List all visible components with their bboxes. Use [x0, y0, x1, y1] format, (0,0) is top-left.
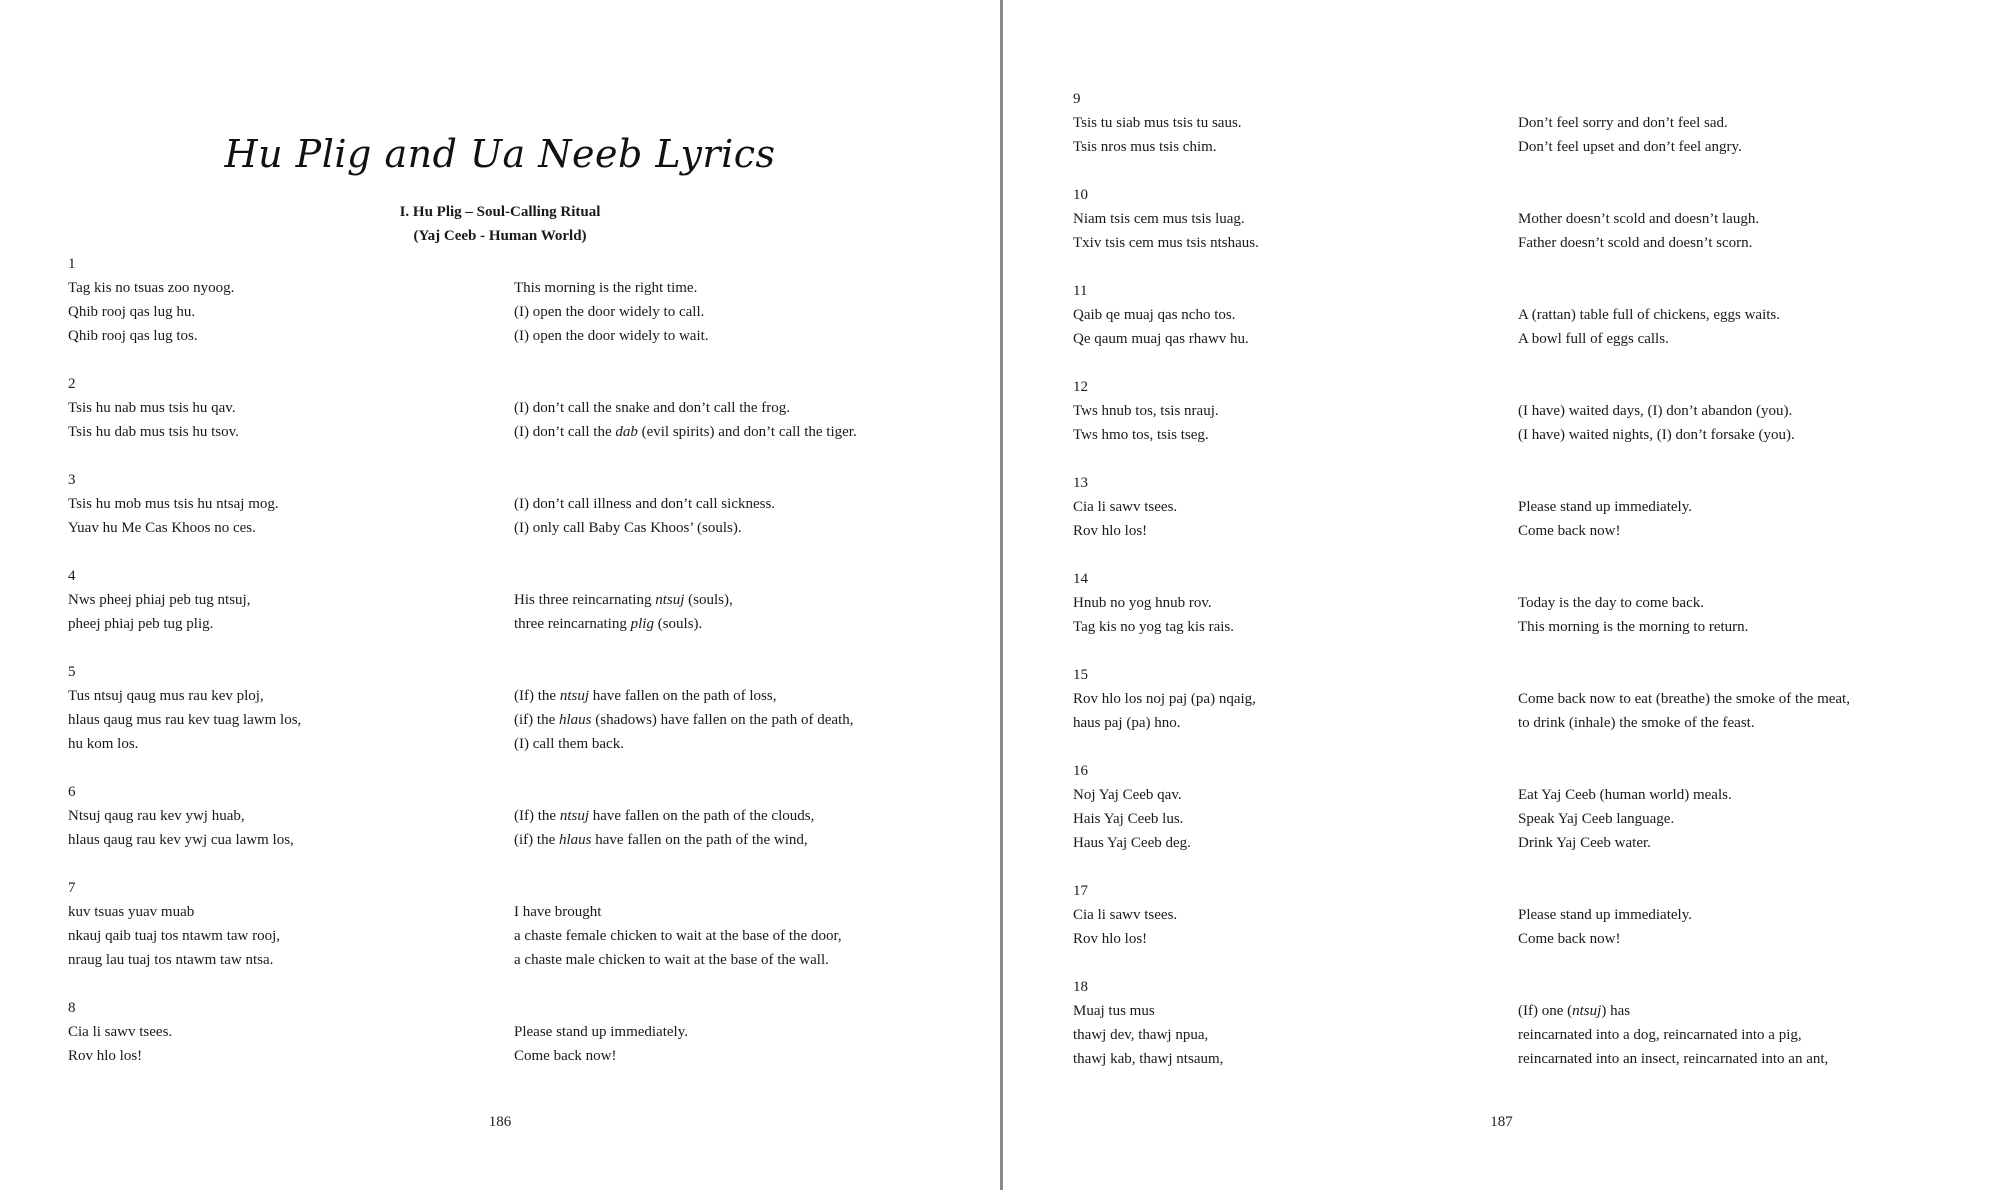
english-line: Come back now! [514, 1048, 617, 1064]
hmong-line: Tsis hu nab mus tsis hu qav. [68, 400, 236, 416]
verse [1073, 567, 1973, 639]
english-translation [514, 396, 968, 444]
verse [1073, 279, 1973, 351]
hmong-lyrics [1073, 399, 1518, 447]
english-line: reincarnated into an insect, reincarnated into an ant, [1518, 1051, 1829, 1067]
verse-number: 7 [68, 880, 76, 896]
hmong-line: Txiv tsis cem mus tsis ntshaus. [1073, 235, 1259, 251]
hmong-line: Cia li sawv tsees. [68, 1024, 173, 1040]
page-title: Hu Plig and Ua Neeb Lyrics [224, 132, 776, 176]
english-translation [514, 684, 968, 756]
right-page [1003, 0, 2000, 1190]
verse [68, 876, 968, 972]
verse-number: 10 [1073, 187, 1088, 203]
hmong-lyrics [68, 804, 514, 852]
hmong-lyrics [1073, 591, 1518, 639]
verse-number: 4 [68, 568, 76, 584]
verse [1073, 879, 1973, 951]
verse [1073, 471, 1973, 543]
verse [1073, 87, 1973, 159]
hmong-lyrics [1073, 783, 1518, 855]
hmong-line: Hnub no yog hnub rov. [1073, 595, 1212, 611]
english-line: to drink (inhale) the smoke of the feast. [1518, 715, 1755, 731]
verse-number: 2 [68, 376, 76, 392]
verse-number: 14 [1073, 571, 1088, 587]
verse [1073, 759, 1973, 855]
verse-number: 1 [68, 256, 76, 272]
english-translation [1518, 111, 1973, 159]
english-line: This morning is the right time. [514, 280, 698, 296]
hmong-line: Hais Yaj Ceeb lus. [1073, 811, 1184, 827]
english-line: (I) don’t call the dab (evil spirits) and don’t call the tiger. [514, 424, 857, 440]
verse-number: 5 [68, 664, 76, 680]
hmong-line: pheej phiaj peb tug plig. [68, 616, 214, 632]
hmong-lyrics [1073, 207, 1518, 255]
hmong-line: hlaus qaug mus rau kev tuag lawm los, [68, 712, 302, 728]
english-translation [1518, 687, 1973, 735]
hmong-line: Rov hlo los noj paj (pa) nqaig, [1073, 691, 1256, 707]
hmong-line: hu kom los. [68, 736, 139, 752]
verse [68, 780, 968, 852]
english-line: (I have) waited nights, (I) don’t forsake (you). [1518, 427, 1795, 443]
verse [68, 252, 968, 348]
english-line: a chaste female chicken to wait at the base of the door, [514, 928, 842, 944]
hmong-line: Muaj tus mus [1073, 1003, 1155, 1019]
english-line: Father doesn’t scold and doesn’t scorn. [1518, 235, 1753, 251]
english-translation [1518, 783, 1973, 855]
english-line: reincarnated into a dog, reincarnated into a pig, [1518, 1027, 1802, 1043]
verse [68, 372, 968, 444]
english-line: (I) open the door widely to call. [514, 304, 705, 320]
hmong-line: Noj Yaj Ceeb qav. [1073, 787, 1182, 803]
hmong-line: Tus ntsuj qaug mus rau kev ploj, [68, 688, 264, 704]
english-line: (if) the hlaus (shadows) have fallen on the path of death, [514, 712, 854, 728]
english-translation [514, 900, 968, 972]
english-line: I have brought [514, 904, 602, 920]
hmong-lyrics [1073, 903, 1518, 951]
english-line: His three reincarnating ntsuj (souls), [514, 592, 733, 608]
english-translation [514, 804, 968, 852]
hmong-line: thawj dev, thawj npua, [1073, 1027, 1209, 1043]
english-line: Come back now! [1518, 523, 1621, 539]
hmong-line: Rov hlo los! [1073, 931, 1148, 947]
hmong-line: Tag kis no tsuas zoo nyoog. [68, 280, 235, 296]
english-line: Come back now to eat (breathe) the smoke of the meat, [1518, 691, 1850, 707]
hmong-line: thawj kab, thawj ntsaum, [1073, 1051, 1224, 1067]
hmong-lyrics [68, 276, 514, 348]
verse-number: 13 [1073, 475, 1088, 491]
verse [1073, 183, 1973, 255]
hmong-line: nkauj qaib tuaj tos ntawm taw rooj, [68, 928, 281, 944]
english-line: (If) the ntsuj have fallen on the path of the clouds, [514, 808, 815, 824]
english-line: Eat Yaj Ceeb (human world) meals. [1518, 787, 1732, 803]
english-line: (I) don’t call the snake and don’t call the frog. [514, 400, 791, 416]
section-subheading: (Yaj Ceeb - Human World) [413, 228, 587, 244]
hmong-line: haus paj (pa) hno. [1073, 715, 1181, 731]
english-translation [1518, 399, 1973, 447]
section-heading: I. Hu Plig – Soul-Calling Ritual [399, 204, 601, 220]
english-line: A bowl full of eggs calls. [1518, 331, 1669, 347]
hmong-lyrics [68, 684, 514, 756]
hmong-line: Rov hlo los! [68, 1048, 143, 1064]
english-line: (if) the hlaus have fallen on the path of the wind, [514, 832, 808, 848]
hmong-line: Tag kis no yog tag kis rais. [1073, 619, 1235, 635]
verse-number: 9 [1073, 91, 1081, 107]
english-translation [1518, 903, 1973, 951]
english-line: (If) the ntsuj have fallen on the path of loss, [514, 688, 777, 704]
verse-number: 17 [1073, 883, 1088, 899]
verse [68, 564, 968, 636]
hmong-lyrics [1073, 687, 1518, 735]
hmong-lyrics [68, 588, 514, 636]
hmong-lyrics [1073, 999, 1518, 1071]
hmong-line: Yuav hu Me Cas Khoos no ces. [68, 520, 256, 536]
hmong-line: Haus Yaj Ceeb deg. [1073, 835, 1191, 851]
verse-number: 15 [1073, 667, 1088, 683]
english-translation [514, 276, 968, 348]
hmong-line: hlaus qaug rau kev ywj cua lawm los, [68, 832, 294, 848]
page-number: 187 [1490, 1114, 1513, 1130]
verse [68, 660, 968, 756]
english-line: (I have) waited days, (I) don’t abandon (you). [1518, 403, 1793, 419]
english-line: Mother doesn’t scold and doesn’t laugh. [1518, 211, 1760, 227]
hmong-lyrics [68, 396, 514, 444]
verse-number: 16 [1073, 763, 1088, 779]
hmong-lyrics [1073, 495, 1518, 543]
english-line: a chaste male chicken to wait at the base of the wall. [514, 952, 829, 968]
english-line: Speak Yaj Ceeb language. [1518, 811, 1675, 827]
verse-number: 3 [68, 472, 76, 488]
hmong-line: Qhib rooj qas lug hu. [68, 304, 196, 320]
english-line: (I) call them back. [514, 736, 624, 752]
hmong-line: Cia li sawv tsees. [1073, 499, 1178, 515]
hmong-line: Tsis hu mob mus tsis hu ntsaj mog. [68, 496, 279, 512]
english-line: Come back now! [1518, 931, 1621, 947]
verse-number: 18 [1073, 979, 1088, 995]
hmong-lyrics [68, 1020, 514, 1068]
verse [1073, 375, 1973, 447]
english-translation [1518, 591, 1973, 639]
hmong-line: kuv tsuas yuav muab [68, 904, 195, 920]
verse [1073, 663, 1973, 735]
english-line: three reincarnating plig (souls). [514, 616, 703, 632]
english-line: (If) one (ntsuj) has [1518, 1003, 1631, 1019]
verse [68, 468, 968, 540]
english-line: (I) only call Baby Cas Khoos’ (souls). [514, 520, 742, 536]
verse-number: 12 [1073, 379, 1088, 395]
hmong-line: Cia li sawv tsees. [1073, 907, 1178, 923]
english-line: Please stand up immediately. [1518, 907, 1692, 923]
hmong-line: Niam tsis cem mus tsis luag. [1073, 211, 1245, 227]
hmong-line: Qhib rooj qas lug tos. [68, 328, 198, 344]
english-translation [514, 588, 968, 636]
hmong-line: Qe qaum muaj qas rhawv hu. [1073, 331, 1249, 347]
hmong-lyrics [68, 900, 514, 972]
hmong-line: Rov hlo los! [1073, 523, 1148, 539]
hmong-line: Tws hmo tos, tsis tseg. [1073, 427, 1209, 443]
hmong-line: Tws hnub tos, tsis nrauj. [1073, 403, 1219, 419]
page-number: 186 [488, 1114, 512, 1130]
english-line: Don’t feel sorry and don’t feel sad. [1518, 115, 1728, 131]
verse [68, 996, 968, 1068]
english-translation [1518, 303, 1973, 351]
hmong-lyrics [1073, 111, 1518, 159]
hmong-lyrics [1073, 303, 1518, 351]
hmong-line: Tsis nros mus tsis chim. [1073, 139, 1217, 155]
english-line: Please stand up immediately. [1518, 499, 1692, 515]
english-line: This morning is the morning to return. [1518, 619, 1749, 635]
hmong-line: nraug lau tuaj tos ntawm taw ntsa. [68, 952, 274, 968]
english-line: A (rattan) table full of chickens, eggs waits. [1518, 307, 1781, 323]
hmong-line: Ntsuj qaug rau kev ywj huab, [68, 808, 245, 824]
english-translation [1518, 999, 1973, 1071]
english-line: Drink Yaj Ceeb water. [1518, 835, 1651, 851]
english-translation [514, 492, 968, 540]
verse-number: 11 [1073, 283, 1088, 299]
english-line: Please stand up immediately. [514, 1024, 688, 1040]
english-line: (I) open the door widely to wait. [514, 328, 709, 344]
verse-list [68, 252, 968, 1092]
english-translation [1518, 495, 1973, 543]
hmong-line: Tsis tu siab mus tsis tu saus. [1073, 115, 1242, 131]
verse-number: 8 [68, 1000, 76, 1016]
hmong-line: Nws pheej phiaj peb tug ntsuj, [68, 592, 251, 608]
english-line: Today is the day to come back. [1518, 595, 1704, 611]
verse [1073, 975, 1973, 1071]
hmong-lyrics [68, 492, 514, 540]
hmong-line: Qaib qe muaj qas ncho tos. [1073, 307, 1236, 323]
english-line: Don’t feel upset and don’t feel angry. [1518, 139, 1742, 155]
verse-number: 6 [68, 784, 76, 800]
verse-list [1073, 87, 1973, 1095]
english-line: (I) don’t call illness and don’t call sickness. [514, 496, 776, 512]
hmong-line: Tsis hu dab mus tsis hu tsov. [68, 424, 239, 440]
english-translation [514, 1020, 968, 1068]
english-translation [1518, 207, 1973, 255]
